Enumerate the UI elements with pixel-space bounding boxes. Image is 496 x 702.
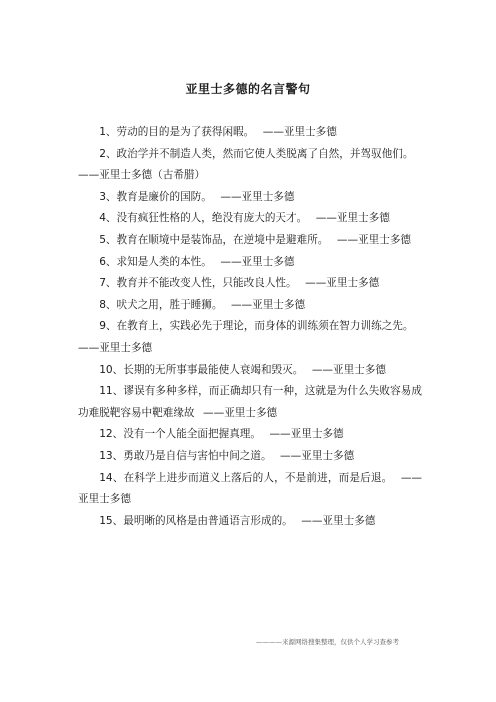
quote-text: 14、在科学上进步而道义上落后的人，不是前进，而是后退。 — [99, 471, 393, 484]
quote-attribution: ——亚里士多德 — [311, 363, 386, 376]
quote-item — [78, 295, 422, 317]
quote-attribution: ——亚里士多德 — [315, 212, 390, 225]
quote-item — [78, 252, 422, 274]
quote-attribution: ——亚里士多德 — [269, 428, 344, 441]
quote-attribution: ——亚里士多德 — [78, 341, 153, 354]
source-footer: ————来源网络搜集整理，仅供个人学习查参考 — [256, 638, 399, 646]
quote-item — [78, 208, 422, 230]
quote-text: 3、教育是廉价的国防。 — [99, 190, 212, 203]
quote-text: 10、长期的无所事事最能使人衰竭和毁灭。 — [99, 363, 304, 376]
quote-text: 4、没有疯狂性格的人，绝没有庞大的天才。 — [99, 212, 308, 225]
document-title: 亚里士多德的名言警句 — [185, 82, 311, 96]
quote-item — [78, 424, 422, 446]
quote-item — [78, 187, 422, 209]
quote-text: 2、政治学并不制造人类，然而它使人类脱离了自然，并驾驭他们。 — [99, 147, 414, 160]
quote-attribution: ——亚里士多德 — [78, 471, 422, 506]
quote-item — [78, 468, 422, 511]
quote-attribution: ——亚里士多德 — [305, 277, 380, 290]
quote-attribution: ——亚里士多德 — [336, 233, 412, 246]
quote-item — [78, 122, 422, 144]
quote-text: 9、在教育上，实践必先于理论，而身体的训练须在智力训练之先。 — [99, 320, 414, 333]
quote-attribution: ——亚里士多德 — [262, 126, 337, 138]
quote-item — [78, 273, 422, 295]
quote-attribution: ——亚里士多德 — [220, 255, 295, 268]
quote-item — [78, 511, 422, 533]
quote-text: 5、教育在顺境中是装饰品，在逆境中是避难所。 — [99, 233, 329, 246]
quote-item — [78, 316, 422, 359]
quote-attribution: ——亚里士多德 — [280, 449, 355, 462]
quote-text: 15、最明晰的风格是由普通语言形成的。 — [99, 514, 293, 527]
quote-text: 1、劳动的目的是为了获得闲暇。 — [99, 126, 255, 138]
quote-text: 7、教育并不能改变人性，只能改良人性。 — [99, 277, 297, 290]
quote-attribution: ——亚里士多德（古希腊） — [78, 169, 206, 182]
quote-item — [78, 230, 422, 252]
quote-text: 6、求知是人类的本性。 — [99, 255, 212, 268]
quote-attribution: ——亚里士多德 — [220, 190, 295, 203]
quote-text: 11、谬误有多种多样，而正确却只有一种，这就是为什么失败容易成功难脱靶容易中靶难缘故 — [78, 385, 422, 419]
quote-item — [78, 446, 422, 468]
quote-text: 8、吠犬之用，胜于睡狮。 — [99, 298, 223, 311]
quote-item — [78, 360, 422, 382]
quote-item — [78, 144, 422, 187]
quote-attribution: ——亚里士多德 — [301, 514, 376, 527]
quote-item — [78, 381, 422, 424]
quote-text: 13、勇敢乃是自信与害怕中间之道。 — [99, 449, 272, 462]
quote-list — [78, 122, 422, 532]
quote-text: 12、没有一个人能全面把握真理。 — [99, 428, 261, 441]
quote-attribution: ——亚里士多德 — [203, 406, 278, 419]
quote-attribution: ——亚里士多德 — [230, 298, 306, 311]
